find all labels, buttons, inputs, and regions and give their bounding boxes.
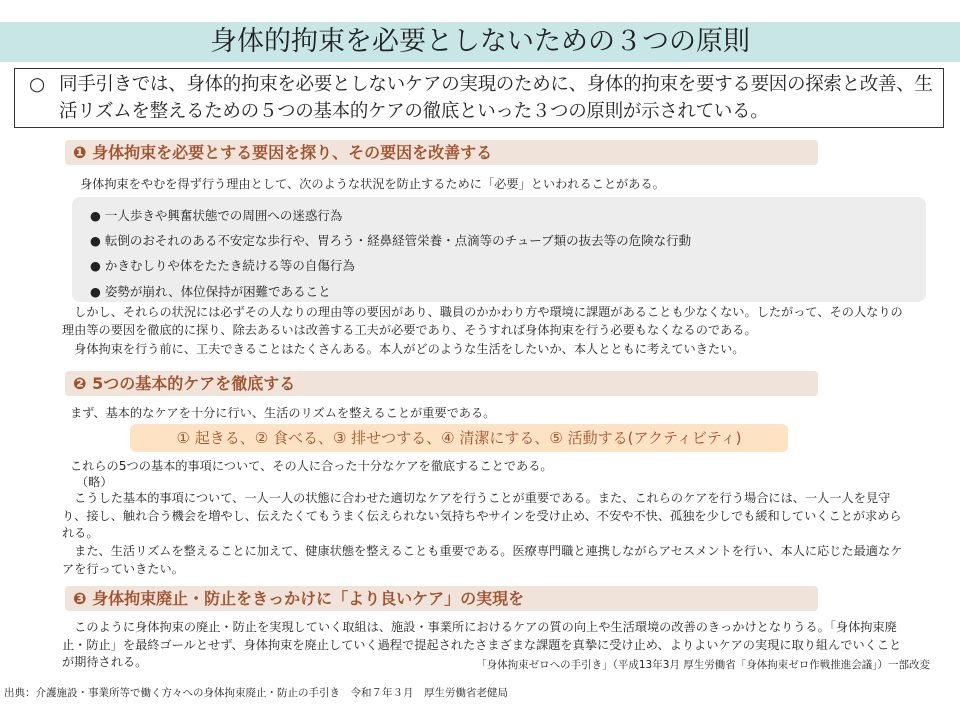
list-item-text: 一人歩きや興奮状態での周囲への迷惑行為 xyxy=(104,208,343,223)
intro-box xyxy=(14,68,944,128)
list-item-text: 姿勢が崩れ、体位保持が困難であること xyxy=(104,284,331,299)
list-item-text: 転倒のおそれのある不安定な歩行や、胃ろう・経鼻経管栄養・点滴等のチューブ類の抜去等の危険な行動 xyxy=(104,233,692,248)
section3-heading: ❸ 身体拘束廃止・防止をきっかけに「より良いケア」の実現を xyxy=(65,586,818,611)
section2-line: これらの5つの基本的事項について、その人に合った十分なケアを徹底することである。 xyxy=(70,459,553,473)
section3-paragraph: このように身体拘束の廃止・防止を実現していく取組は、施設・事業所におけるケアの質の向上や生活環境の改善のきっかけとなりうる。「身体拘束廃止・防止」を最終ゴールとせず、身体拘束を廃止していく過程で提起されたさまざまな課題を真摯に受け止め、よりよいケアの実現に取り組んでいくことが期待される。 xyxy=(62,620,902,670)
list-item xyxy=(90,206,342,224)
bullet-icon: ● xyxy=(90,208,101,223)
section1-paragraph: しかし、それらの状況には必ずその人なりの理由等の要因があり、職員のかかわり方や環境に課題があることも少なくない。したがって、その人なりの理由等の要因を徹底的に探り、除去あるいは改善する工夫が必要であり、そうすれば身体拘束を行う必要もなくなるのである。 xyxy=(62,305,903,337)
bullet-icon: ● xyxy=(90,258,101,273)
section1-heading: ❶ 身体拘束を必要とする要因を探り、その要因を改善する xyxy=(65,140,818,165)
intro-text: 同手引きでは、身体的拘束を必要としないケアの実現のために、身体的拘束を要する要因の探索と改善、生活リズムを整えるための５つの基本的ケアの徹底といった３つの原則が示されている。 xyxy=(59,74,933,122)
bullet-icon: ● xyxy=(90,233,101,248)
citation: 「身体拘束ゼロへの手引き」（平成13年3月 厚生労働省「身体拘束ゼロ作戦推進会議」）一部改変 xyxy=(476,659,930,671)
section2-paragraph: こうした基本的事項について、一人一人の状態に合わせた適切なケアを行うことが重要である。また、これらのケアを行う場合には、一人一人を見守り、接し、触れ合う機会を増やし、伝えたくてもうまく伝えられない気持ちやサインを受け止め、不安や不快、孤独を少しでも緩和していくことが求められる。 xyxy=(62,491,902,541)
five-care-banner: ① 起きる、② 食べる、③ 排せつする、④ 清潔にする、⑤ 活動する(アクティビティ) xyxy=(130,424,788,452)
section1-lead: 身体拘束をやむを得ず行う理由として、次のような状況を防止するために「必要」といわれることがある。 xyxy=(80,177,665,191)
omitted-note: （略） xyxy=(76,475,113,489)
source-note: 出典：介護施設・事業所等で働く方々への身体拘束廃止・防止の手引き 令和７年３月 厚生労働省老健局 xyxy=(4,687,508,699)
bullet-icon: ● xyxy=(90,284,101,299)
list-item-text: かきむしりや体をたたき続ける等の自傷行為 xyxy=(104,258,355,273)
section2-heading: ❷ 5つの基本的ケアを徹底する xyxy=(65,371,818,396)
list-item xyxy=(90,282,331,300)
list-item xyxy=(90,231,691,249)
page-title: 身体的拘束を必要としないための３つの原則 xyxy=(0,22,960,62)
list-item xyxy=(90,256,355,274)
section1-paragraph: 身体拘束を行う前に、工夫できることはたくさんある。本人がどのような生活をしたいか、本人とともに考えていきたい。 xyxy=(62,342,745,356)
section2-paragraph: また、生活リズムを整えることに加えて、健康状態を整えることも重要である。医療専門職と連携しながらアセスメントを行い、本人に応じた最適なケアを行っていきたい。 xyxy=(62,544,903,576)
section2-lead: まず、基本的なケアを十分に行い、生活のリズムを整えることが重要である。 xyxy=(70,406,496,420)
circle-bullet-icon: ○ xyxy=(29,74,46,95)
